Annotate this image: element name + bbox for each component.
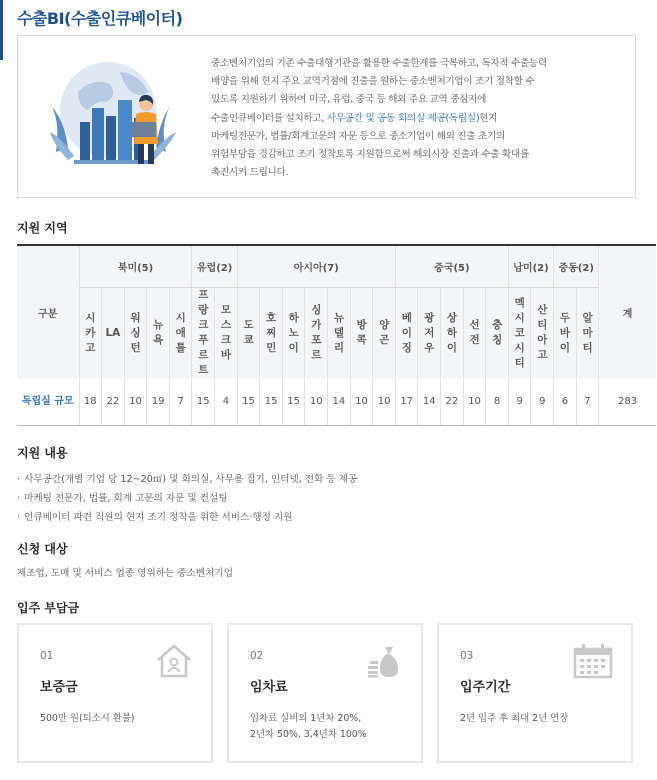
card-number: 02	[250, 650, 264, 662]
money-bag-icon	[365, 643, 403, 679]
region-group-header: 북미(5)	[79, 245, 192, 287]
city-label: 광저우	[424, 311, 435, 354]
city-header	[373, 287, 396, 379]
city-header	[463, 287, 486, 379]
card-description	[40, 711, 210, 727]
city-header	[508, 287, 531, 379]
city-header	[441, 287, 464, 379]
city-header	[282, 287, 305, 379]
intro-line: 중소벤처기업의 기존 수출대행기관을 활용한 수출한계를 극복하고, 독자적 수출능력	[211, 58, 547, 69]
city-header	[350, 287, 373, 379]
region-group-header: 중국(5)	[395, 245, 508, 287]
room-count-cell: 4	[215, 379, 238, 425]
region-table	[17, 244, 636, 426]
city-label: 선전	[469, 319, 480, 347]
city-header	[576, 287, 599, 379]
support-item: · 인큐베이터 파견 직원의 현지 조기 정착을 위한 서비스·행정 지원	[17, 508, 357, 527]
city-header	[395, 287, 418, 379]
total-header: 계	[599, 245, 656, 379]
city-header	[418, 287, 441, 379]
city-header	[79, 287, 102, 379]
city-header	[531, 287, 554, 379]
intro-line: 위험부담을 경감하고 조기 정착토록 지원함으로써 해외시장 진출과 수출 확대를	[211, 149, 529, 161]
city-label: 모스크바	[220, 304, 232, 362]
intro-text-segment: 현지	[479, 112, 498, 124]
section-title-regions: 지원 지역	[17, 221, 68, 235]
city-label: 알마티	[582, 311, 593, 354]
city-header	[147, 287, 170, 379]
room-count-cell: 22	[441, 379, 464, 425]
city-label: 뉴욕	[153, 319, 164, 347]
card-desc-line: 2년 입주 후 최대 2년 연장	[460, 713, 569, 724]
city-label: 뉴델리	[333, 311, 345, 354]
intro-description	[211, 55, 621, 182]
city-label: 하노이	[288, 311, 299, 354]
intro-box	[17, 35, 636, 198]
city-header	[124, 287, 147, 379]
section-title-fees: 입주 부담금	[17, 601, 80, 615]
card-description	[250, 711, 420, 743]
city-label: 양곤	[379, 319, 390, 347]
room-count-cell: 10	[124, 379, 147, 425]
city-label: 도쿄	[243, 319, 254, 347]
city-label: LA	[105, 326, 121, 339]
room-count-cell: 18	[79, 379, 102, 425]
city-label: 싱가포르	[311, 304, 322, 362]
intro-line: 촉진시켜 드립니다.	[211, 167, 289, 179]
city-header	[192, 287, 215, 379]
fee-cards	[17, 623, 636, 763]
card-number: 03	[460, 650, 474, 662]
intro-line: 있도록 지원하기 위하여 미국, 유럽, 중국 등 해외 주요 교역 중심지에	[211, 94, 487, 106]
region-group-header: 중동(2)	[554, 245, 599, 287]
city-label: 방콕	[356, 319, 367, 347]
room-count-cell: 9	[531, 379, 554, 425]
city-header	[305, 287, 328, 379]
city-header	[486, 287, 509, 379]
room-count-cell: 10	[350, 379, 373, 425]
region-group-header: 아시아(7)	[237, 245, 395, 287]
support-list	[17, 470, 357, 527]
row-header: 구분	[17, 245, 79, 379]
room-count-cell: 9	[508, 379, 531, 425]
city-label: 두바이	[559, 311, 571, 354]
calendar-icon	[573, 643, 613, 679]
room-count-cell: 10	[305, 379, 328, 425]
intro-highlight: 사무공간 및 공동 회의실 제공(독립실)	[326, 112, 480, 124]
card-desc-line: 임차료 실비의 1년차 20%,	[250, 713, 362, 724]
support-item: · 사무공간(개별 기업 당 12~20㎡) 및 회의실, 사무용 집기, 인터넷, 전화 등 제공	[17, 470, 357, 489]
city-label: 베이징	[401, 311, 412, 354]
fee-card-rent	[227, 623, 423, 763]
city-label: 프랑크푸르트	[198, 289, 209, 377]
fee-card-period	[437, 623, 633, 763]
room-count-cell: 15	[237, 379, 260, 425]
page-title: 수출BI(수출인큐베이터)	[17, 9, 183, 28]
city-header	[328, 287, 351, 379]
room-count-total: 283	[599, 379, 656, 425]
city-label: 워싱턴	[130, 311, 141, 354]
intro-line: 마케팅전문가, 법률/회계고문의 자문 등으로 중소기업이 해외 진출 초기의	[211, 130, 505, 142]
city-header	[169, 287, 192, 379]
illustration-globe-businesswoman-icon	[48, 52, 188, 180]
room-count-cell: 10	[463, 379, 486, 425]
city-header	[102, 287, 125, 379]
card-number: 01	[40, 650, 54, 662]
city-header	[215, 287, 238, 379]
city-label: 충칭	[492, 319, 503, 347]
support-item: · 마케팅 전문가, 법률, 회계 고문의 자문 및 컨설팅	[17, 489, 357, 508]
city-label: 상하이	[446, 311, 458, 354]
city-label: 멕시코시티	[514, 296, 525, 369]
city-label: 산티아고	[537, 304, 548, 362]
title-accent-bar	[0, 0, 3, 60]
count-row-label: 독립실 규모	[17, 379, 79, 425]
room-count-cell: 15	[260, 379, 283, 425]
card-desc-line: 500만 원(퇴소시 환불)	[40, 713, 135, 724]
region-group-header: 남미(2)	[508, 245, 553, 287]
region-group-header: 유럽(2)	[192, 245, 237, 287]
card-title: 임차료	[250, 680, 288, 695]
card-title: 보증금	[40, 680, 78, 695]
room-count-cell: 14	[418, 379, 441, 425]
room-count-cell: 17	[395, 379, 418, 425]
card-title: 입주기간	[460, 680, 511, 695]
intro-text-segment: 수출인큐베이터를 설치하고,	[211, 112, 327, 124]
card-description	[460, 711, 630, 727]
city-label: 시애틀	[175, 311, 186, 354]
room-count-cell: 14	[328, 379, 351, 425]
room-count-cell: 7	[576, 379, 599, 425]
intro-line: 배양을 위해 현지 주요 교역거점에 진출을 원하는 중소벤처기업이 조기 정착할 수	[211, 76, 535, 88]
room-count-cell: 10	[373, 379, 396, 425]
room-count-cell: 7	[169, 379, 192, 425]
city-header	[260, 287, 283, 379]
city-label: 호찌민	[266, 311, 277, 354]
room-count-cell: 6	[554, 379, 577, 425]
eligibility-text: 제조업, 도매 및 서비스 업종 영위하는 중소벤처기업	[17, 568, 233, 579]
fee-card-deposit	[17, 623, 213, 763]
room-count-cell: 15	[192, 379, 215, 425]
room-count-cell: 15	[282, 379, 305, 425]
city-header	[554, 287, 577, 379]
section-title-support: 지원 내용	[17, 446, 68, 460]
card-desc-line: 2년차 50%, 3,4년차 100%	[250, 729, 367, 740]
house-icon	[155, 643, 193, 679]
room-count-cell: 19	[147, 379, 170, 425]
intro-line	[211, 110, 621, 128]
room-count-cell: 22	[102, 379, 125, 425]
city-header	[237, 287, 260, 379]
room-count-cell: 8	[486, 379, 509, 425]
section-title-eligibility: 신청 대상	[17, 542, 68, 556]
city-label: 시카고	[85, 311, 96, 354]
